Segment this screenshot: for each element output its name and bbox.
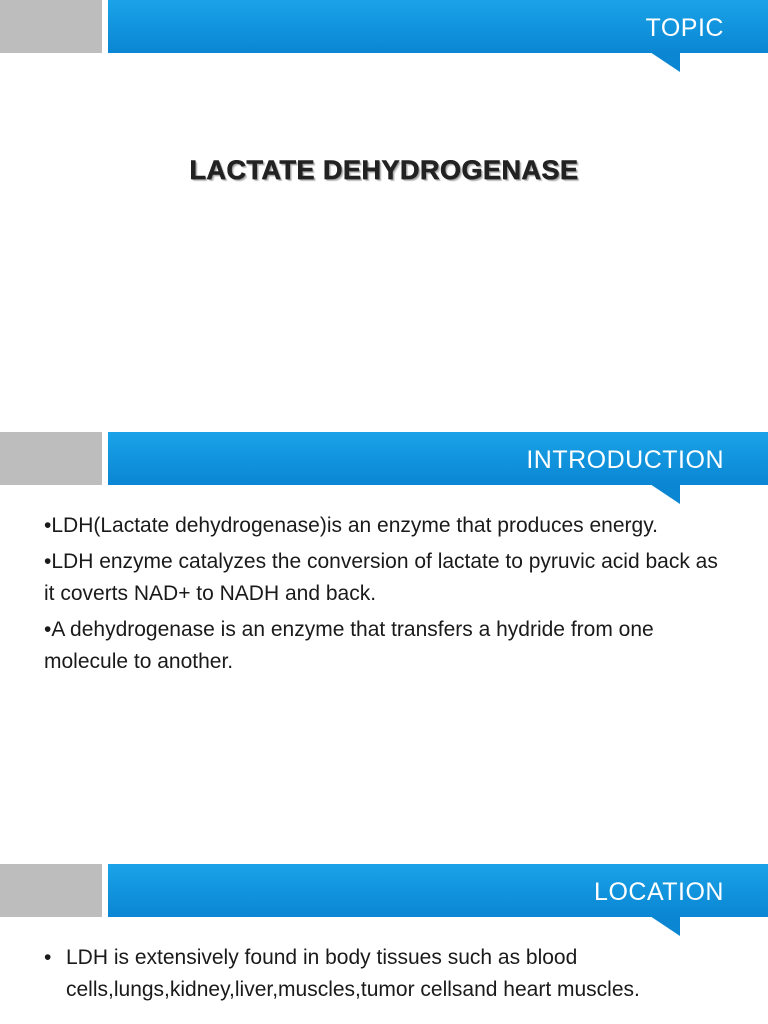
bullet-list: [44, 510, 734, 682]
header-tab-shape: [650, 484, 680, 504]
header-gray-block: [0, 432, 102, 485]
bullet-item: •LDH(Lactate dehydrogenase)is an enzyme that produces energy.: [44, 514, 658, 537]
header-title: INTRODUCTION: [526, 446, 724, 474]
slide-header: [0, 864, 768, 937]
bullet-text: LDH is extensively found in body tissues such as blood cells,lungs,kidney,liver,muscles,tumor cellsand heart muscles.: [66, 946, 640, 1001]
slide-header: [0, 432, 768, 505]
bullet-list: [44, 942, 734, 1006]
header-tab-shape: [650, 52, 680, 72]
header-title: LOCATION: [594, 878, 724, 906]
slide-main-title: LACTATE DEHYDROGENASE: [189, 155, 579, 185]
bullet-symbol: •: [44, 946, 52, 969]
slide-topic: [0, 0, 768, 410]
bullet-item: [44, 942, 734, 1006]
header-title: TOPIC: [645, 14, 724, 42]
header-gray-block: [0, 0, 102, 53]
bullet-item: •A dehydrogenase is an enzyme that transfers a hydride from one molecule to another.: [44, 618, 654, 673]
slide-location: [0, 864, 768, 1024]
bullet-item: •LDH enzyme catalyzes the conversion of lactate to pyruvic acid back as it coverts NAD+ to NADH and back.: [44, 550, 718, 605]
header-gray-block: [0, 864, 102, 917]
header-tab-shape: [650, 916, 680, 936]
slide-header: [0, 0, 768, 73]
slide-introduction: [0, 432, 768, 842]
